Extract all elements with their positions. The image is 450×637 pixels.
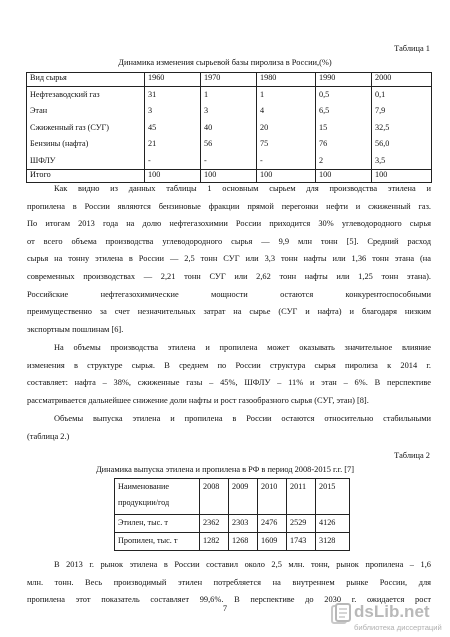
table1-total-cell: Итого: [27, 170, 145, 183]
table2-cell: 1609: [258, 533, 287, 551]
table1-cell: 3,5: [375, 155, 386, 165]
dslib-logo-icon: [330, 603, 352, 625]
table1-cell: 45: [148, 122, 157, 132]
table1-cell: 0,1: [375, 90, 386, 99]
table2-header-cell: 2010: [258, 479, 287, 515]
table1-col-1980: [257, 87, 316, 170]
table1-cell: 0,5: [319, 90, 330, 99]
table1-header-cell: 2000: [372, 73, 432, 87]
table2-caption: Динамика выпуска этилена и пропилена в РФ в период 2008-2015 г.г. [7]: [95, 465, 355, 474]
table2-header-cell: [115, 479, 200, 515]
table1-header-row: [27, 73, 432, 87]
table1-header-cell: 1990: [316, 73, 372, 87]
table1-total-cell: 100: [201, 170, 257, 183]
table1-cell: -: [148, 155, 151, 165]
table2-row: [115, 515, 350, 533]
paragraph-1: [27, 180, 431, 338]
text-line: Российские нефтегазохимические мощности остаются конкурентоспособными: [27, 289, 431, 299]
table2-cell: 1743: [287, 533, 316, 551]
table1-cell: 6,5: [319, 106, 330, 116]
table1-caption: Динамика изменения сырьевой базы пиролиза в России,(%): [118, 58, 332, 67]
watermark-brand: dsLib.net: [354, 602, 430, 621]
table1-cell: 15: [319, 122, 328, 132]
table1-col-name: [27, 87, 145, 170]
table1-header-cell: 1960: [145, 73, 201, 87]
table1-cell: 4: [260, 106, 265, 116]
table2-row: [115, 533, 350, 551]
table1-header-cell: 1970: [201, 73, 257, 87]
text-line: По итогам 2013 года на долю нефтегазохимии России приходится 30% углеводородного сырья: [27, 219, 431, 229]
table1-col-1990: [316, 87, 372, 170]
table1-col-1970: [201, 87, 257, 170]
table2-cell: 2529: [287, 515, 316, 533]
table2-header-cell: 2009: [229, 479, 258, 515]
text-line: пропилена этот показатель составляет 99,6%. В перспективе до 2030 г. ожидается рост: [27, 595, 431, 605]
table1-cell: 56: [204, 139, 213, 149]
table1-cell: 2: [319, 155, 324, 165]
table1-col-2000: [372, 87, 432, 170]
table1-total-cell: 100: [145, 170, 201, 183]
table2-header-row: [115, 479, 350, 515]
text-line: изменения в структуре сырья. В среднем по России структура сырья пиролиза к 2014 г.: [27, 360, 431, 370]
table2-cell: 2476: [258, 515, 287, 533]
table2-cell: 2303: [229, 515, 258, 533]
table1-body: [27, 87, 432, 170]
table2-header-cell: 2011: [287, 479, 316, 515]
table1-cell: ШФЛУ: [30, 155, 56, 165]
text-line: рассматривается дальнейшее снижение доли нафты и рост газообразного сырья (СУГ, этан) [8].: [27, 395, 369, 405]
table2-cell: 2362: [200, 515, 229, 533]
table2-cell: Пропилен, тыс. т: [115, 533, 200, 551]
table1-cell: 76: [319, 139, 328, 149]
table1-total-cell: 100: [257, 170, 316, 183]
table1-total-cell: 100: [316, 170, 372, 183]
table2-cell: 1282: [200, 533, 229, 551]
table1-cell: 32,5: [375, 122, 390, 132]
text-line: сырья на тонну этилена в России — 2,5 тонн СУГ или 3,3 тонн нафты или 1,36 тонн этана (на: [27, 254, 431, 264]
table1-cell: -: [260, 155, 263, 165]
table1-header-cell: 1980: [257, 73, 316, 87]
text-line: В 2013 г. рынок этилена в России составил около 2,5 млн. тонн, рынок пропилена – 1,6: [54, 560, 431, 569]
table1-cell: 1: [260, 90, 265, 99]
text-line: млн. тонн. Весь производимый этилен потребляется на внутреннем рынке России, для: [27, 577, 431, 587]
table2-header-cell: 2015: [316, 479, 350, 515]
table2: [114, 478, 350, 551]
table1: [26, 72, 432, 183]
table1-cell: Этан: [30, 106, 48, 116]
text-line: На объемы производства этилена и пропилена может оказывать значительное влияние: [54, 343, 431, 352]
table1-cell: 7,9: [375, 106, 386, 116]
table1-cell: 3: [204, 106, 209, 116]
watermark[interactable]: [330, 600, 448, 634]
table2-header-cell: 2008: [200, 479, 229, 515]
table2-header-name: Наименование продукции/год: [118, 482, 170, 507]
paragraph-2: [27, 339, 431, 409]
table1-cell: 1: [204, 90, 209, 99]
table1-cell: Нефтезаводский газ: [30, 90, 100, 99]
text-line: экспортным пошлинам [6].: [27, 324, 124, 334]
table1-header-cell: Вид сырья: [27, 73, 145, 87]
text-line: Как видно из данных таблицы 1 основным сырьем для производства этилена и: [54, 184, 431, 193]
table1-cell: 3: [148, 106, 153, 116]
text-line: (таблица 2.): [27, 431, 70, 441]
text-line: современных производствах — 2,21 тонн СУГ или 2,62 тонн нафты или 1,25 тонн этана).: [27, 271, 431, 281]
table1-col-1960: [145, 87, 201, 170]
table1-cell: 75: [260, 139, 269, 149]
table1-cell: 31: [148, 90, 157, 99]
table2-cell: 1268: [229, 533, 258, 551]
table1-label: Таблица 1: [394, 44, 430, 53]
table1-cell: 56,0: [375, 139, 390, 149]
page-number: 7: [222, 604, 228, 613]
paragraph-3: [27, 410, 431, 445]
table1-cell: 40: [204, 122, 213, 132]
text-line: преимущественно за счет незначительных затрат на сырье (СУГ и нафта) и благодаря низким: [27, 307, 431, 317]
table2-label: Таблица 2: [394, 451, 430, 460]
table1-cell: 20: [260, 122, 269, 132]
table1-total-cell: 100: [372, 170, 432, 183]
text-line: Объемы выпуска этилена и пропилена в России остаются относительно стабильными: [54, 414, 431, 423]
table1-cell: Бензины (нафта): [30, 139, 89, 149]
table1-cell: -: [204, 155, 207, 165]
table2-cell: 3128: [316, 533, 350, 551]
text-line: от всего объема производства углеводородного сырья — 9,9 млн тонн [5]. Средний расход: [27, 236, 431, 246]
table1-cell: 21: [148, 139, 157, 149]
table2-cell: Этилен, тыс. т: [115, 515, 200, 533]
text-line: пропилена в России являются бензиновые фракции прямой перегонки нефти и сжиженный газ.: [27, 201, 431, 211]
text-line: составляет: нафта – 38%, сжиженные газы – 45%, ШФЛУ – 11% и этан – 6%. В перспективе: [27, 378, 431, 388]
watermark-subtitle: библиотека диссертаций: [354, 623, 442, 632]
table1-cell: Сжиженный газ (СУГ): [30, 122, 109, 132]
table2-cell: 4126: [316, 515, 350, 533]
